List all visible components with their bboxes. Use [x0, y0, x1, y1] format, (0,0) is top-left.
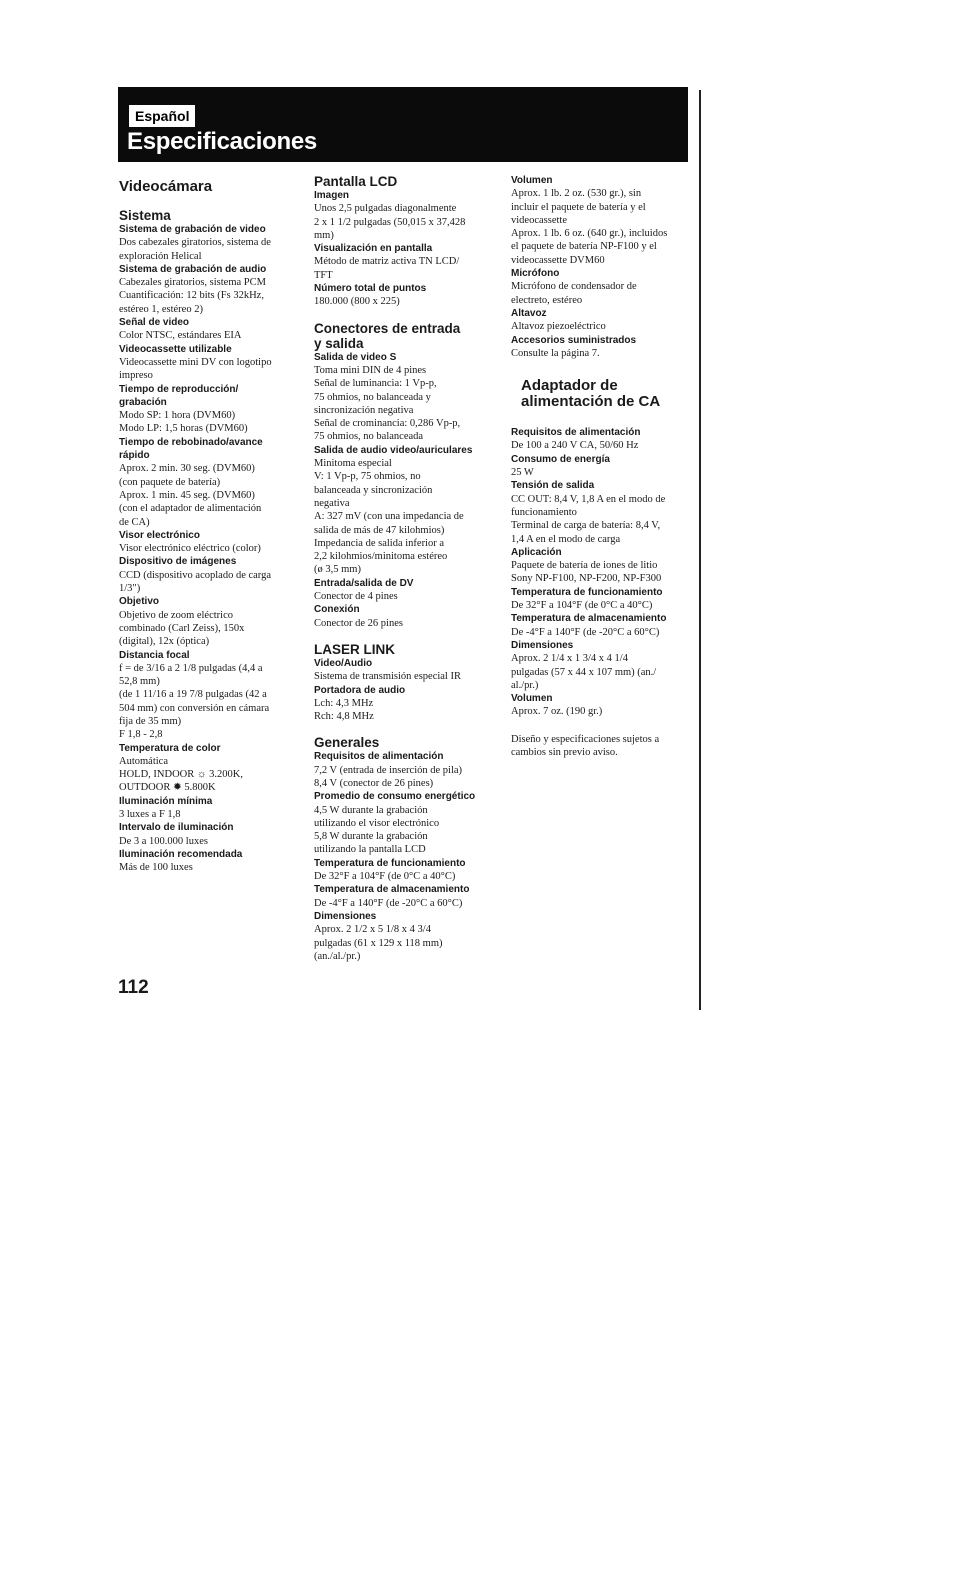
spec-value: Unos 2,5 pulgadas diagonalmente 2 x 1 1/2 pulgadas (50,015 x 37,428 mm) — [314, 203, 466, 241]
spec-value: Consulte la página 7. — [511, 347, 600, 359]
spec-item — [511, 267, 691, 307]
spec-item — [119, 821, 299, 848]
spec-item — [511, 334, 691, 361]
spec-label: Requisitos de alimentación — [511, 427, 641, 439]
spec-item — [314, 444, 494, 577]
spec-value: Videocassette mini DV con logotipo impreso — [119, 356, 272, 382]
spec-list-videocamara — [119, 223, 299, 875]
spec-list — [314, 657, 494, 723]
subsection-heading-sistema: Sistema — [119, 208, 171, 223]
spec-block — [314, 321, 494, 630]
spec-item — [119, 383, 299, 436]
spec-item — [119, 649, 299, 742]
spec-item — [511, 639, 691, 692]
spec-label: Promedio de consumo energético — [314, 791, 476, 803]
spec-item — [314, 790, 494, 856]
spec-label: Tensión de salida — [511, 480, 595, 492]
spec-item — [314, 577, 494, 604]
spec-value: Objetivo de zoom eléctrico combinado (Carl Zeiss), 150x (digital), 12x (óptica) — [119, 609, 245, 648]
page-edge-line — [699, 90, 701, 1010]
spec-value: De -4°F a 140°F (de -20°C a 60°C) — [314, 897, 463, 909]
spec-label: Intervalo de iluminación — [119, 822, 234, 834]
spec-value: Conector de 26 pines — [314, 617, 403, 629]
section-heading-adaptador: Adaptador de alimentación de CA — [521, 377, 661, 411]
spec-value: Minitoma especial V: 1 Vp-p, 75 ohmios, no balanceada y sincronización negativa A: 327 mV (con una impedancia de salida de más de 47 kilohmios) Impedancia de salida inferior a 2,2 kilohmios/minitoma estéreo (ø 3,5 mm) — [314, 458, 464, 576]
spec-item — [314, 684, 494, 724]
spec-label: Conexión — [314, 604, 360, 616]
spec-value: f = de 3/16 a 2 1/8 pulgadas (4,4 a 52,8 mm) (de 1 11/16 a 19 7/8 pulgadas (42 a 504 mm) con conversión en cámara fija de 35 mm) F 1,8 - 2,8 — [119, 662, 270, 741]
spec-label: Accesorios suministrados — [511, 334, 637, 346]
spec-value: Dos cabezales giratorios, sistema de exploración Helical — [119, 237, 271, 262]
spec-label: Consumo de energía — [511, 453, 610, 465]
spec-block — [314, 642, 494, 723]
disclaimer-note: Diseño y especificaciones sujetos a cambios sin previo aviso. — [511, 733, 660, 758]
spec-label: Volumen — [511, 175, 553, 186]
spec-value: Aprox. 7 oz. (190 gr.) — [511, 706, 603, 718]
spec-item — [314, 351, 494, 444]
spec-item — [119, 795, 299, 822]
spec-label: Dispositivo de imágenes — [119, 556, 237, 568]
spec-label: Temperatura de funcionamiento — [314, 857, 466, 869]
spec-value: De 32°F a 104°F (de 0°C a 40°C) — [511, 600, 653, 612]
spec-label: Sistema de grabación de audio — [119, 263, 267, 275]
page-number: 112 — [118, 977, 149, 998]
spec-value: De -4°F a 140°F (de -20°C a 60°C) — [511, 626, 660, 638]
spec-item — [511, 479, 691, 545]
spec-value: De 100 a 240 V CA, 50/60 Hz — [511, 440, 639, 452]
spec-value: De 32°F a 104°F (de 0°C a 40°C) — [314, 871, 456, 883]
spec-item — [314, 189, 494, 242]
spec-label: Tiempo de reproducción/ grabación — [119, 383, 239, 408]
spec-item — [511, 426, 691, 453]
column-3 — [511, 174, 691, 759]
spec-item — [314, 282, 494, 309]
spec-item — [511, 692, 691, 719]
spec-value: Altavoz piezoeléctrico — [511, 321, 606, 333]
spec-item — [511, 307, 691, 334]
spec-value: 4,5 W durante la grabación utilizando el visor electrónico 5,8 W durante la grabación utilizando la pantalla LCD — [314, 804, 440, 856]
spec-label: Dimensiones — [314, 910, 377, 922]
spec-value: Visor electrónico eléctrico (color) — [119, 543, 261, 555]
spec-label: Señal de video — [119, 317, 190, 329]
block-heading: Pantalla LCD — [314, 174, 398, 189]
spec-item — [119, 742, 299, 795]
spec-label: Objetivo — [119, 596, 160, 608]
spec-label: Volumen — [511, 693, 553, 705]
spec-block — [314, 735, 494, 963]
spec-item — [119, 343, 299, 383]
spec-item — [511, 546, 691, 586]
spec-list-adaptador — [511, 426, 691, 719]
language-tag: Español — [129, 105, 195, 127]
spec-value: CC OUT: 8,4 V, 1,8 A en el modo de funcionamiento Terminal de carga de batería: 8,4 V, 1,4 A en el modo de carga — [511, 493, 666, 545]
spec-label: Visualización en pantalla — [314, 243, 433, 255]
spec-block — [314, 174, 494, 309]
spec-label: Iluminación mínima — [119, 795, 213, 807]
spec-label: Temperatura de color — [119, 742, 221, 754]
spec-item — [119, 848, 299, 875]
spec-item — [119, 529, 299, 556]
header-banner — [118, 87, 688, 162]
spec-list — [314, 189, 494, 309]
spec-value: Lch: 4,3 MHz Rch: 4,8 MHz — [314, 697, 374, 723]
spec-item — [511, 453, 691, 480]
spec-value: Sistema de transmisión especial IR — [314, 671, 461, 683]
spec-item — [119, 316, 299, 343]
spec-item — [119, 595, 299, 648]
spec-value: 25 W — [511, 467, 534, 479]
page-title: Especificaciones — [127, 128, 317, 155]
block-heading: Conectores de entrada y salida — [314, 320, 461, 351]
spec-label: Requisitos de alimentación — [314, 751, 444, 763]
spec-item — [314, 242, 494, 282]
spec-label: Sistema de grabación de video — [119, 224, 266, 235]
spec-label: Dimensiones — [511, 639, 574, 651]
spec-label: Temperatura de almacenamiento — [511, 613, 667, 625]
spec-value: Modo SP: 1 hora (DVM60) Modo LP: 1,5 horas (DVM60) — [119, 410, 248, 435]
spec-value: CCD (dispositivo acoplado de carga 1/3") — [119, 569, 272, 595]
spec-value: Toma mini DIN de 4 pines Señal de luminancia: 1 Vp-p, 75 ohmios, no balanceada y sincronización negativa Señal de crominancia: 0,286 Vp-p, 75 ohmios, no balanceada — [314, 364, 461, 443]
spec-label: Temperatura de almacenamiento — [314, 884, 470, 896]
spec-value: 3 luxes a F 1,8 — [119, 809, 181, 821]
spec-label: Tiempo de rebobinado/avance rápido — [119, 436, 263, 462]
spec-value: Aprox. 1 lb. 2 oz. (530 gr.), sin incluir el paquete de batería y el videocassette Aprox. 1 lb. 6 oz. (640 gr.), incluidos el paquete de batería NP-F100 y el videocassette DVM60 — [511, 188, 668, 266]
spec-value: Aprox. 2 1/2 x 5 1/8 x 4 3/4 pulgadas (61 x 129 x 118 mm) (an./al./pr.) — [314, 924, 443, 962]
spec-item — [314, 910, 494, 963]
spec-label: Número total de puntos — [314, 283, 427, 295]
column-1 — [119, 174, 299, 875]
section-heading-videocamara: Videocámara — [119, 178, 213, 195]
column-2 — [314, 174, 494, 963]
block-heading: Generales — [314, 735, 380, 751]
spec-label: Iluminación recomendada — [119, 848, 243, 860]
spec-item — [314, 657, 494, 684]
spec-value: Cabezales giratorios, sistema PCM Cuantificación: 12 bits (Fs 32kHz, estéreo 1, estéreo 2) — [119, 277, 266, 315]
spec-item — [511, 586, 691, 613]
spec-value: De 3 a 100.000 luxes — [119, 835, 208, 847]
spec-value: Paquete de batería de iones de litio Sony NP-F100, NP-F200, NP-F300 — [511, 560, 662, 585]
spec-label: Temperatura de funcionamiento — [511, 586, 663, 598]
spec-item — [314, 883, 494, 910]
block-heading: LASER LINK — [314, 641, 395, 657]
spec-label: Salida de video S — [314, 351, 397, 363]
spec-item — [511, 174, 691, 267]
spec-value: Automática HOLD, INDOOR ☼ 3.200K, OUTDOOR ✹ 5.800K — [119, 755, 243, 794]
spec-label: Imagen — [314, 190, 350, 201]
spec-label: Entrada/salida de DV — [314, 577, 414, 589]
spec-value: Aprox. 2 1/4 x 1 3/4 x 4 1/4 pulgadas (57 x 44 x 107 mm) (an./ al./pr.) — [511, 653, 657, 691]
spec-label: Portadora de audio — [314, 684, 406, 696]
spec-item — [119, 223, 299, 263]
spec-value: Conector de 4 pines — [314, 591, 398, 603]
spec-value: Color NTSC, estándares EIA — [119, 330, 242, 342]
spec-label: Micrófono — [511, 268, 560, 280]
spec-value: Método de matriz activa TN LCD/ TFT — [314, 256, 460, 281]
spec-value: Más de 100 luxes — [119, 862, 193, 874]
spec-label: Videocassette utilizable — [119, 343, 232, 355]
spec-list-column-3-top — [511, 174, 691, 360]
spec-item — [314, 603, 494, 630]
spec-label: Video/Audio — [314, 657, 373, 669]
spec-value: 7,2 V (entrada de inserción de pila) 8,4 V (conector de 26 pines) — [314, 764, 463, 789]
spec-list — [314, 750, 494, 963]
spec-value: 180.000 (800 x 225) — [314, 296, 400, 308]
spec-list — [314, 351, 494, 630]
spec-label: Salida de audio video/auriculares — [314, 444, 473, 456]
spec-item — [314, 750, 494, 790]
spec-value: Micrófono de condensador de electreto, estéreo — [511, 281, 637, 306]
spec-label: Distancia focal — [119, 649, 190, 661]
spec-item — [119, 263, 299, 316]
spec-item — [314, 857, 494, 884]
spec-label: Aplicación — [511, 546, 562, 558]
spec-item — [119, 436, 299, 529]
spec-blocks-column-2 — [314, 174, 494, 963]
spec-value: Aprox. 2 min. 30 seg. (DVM60) (con paquete de batería) Aprox. 1 min. 45 seg. (DVM60) (con el adaptador de alimentación de CA) — [119, 463, 262, 528]
spec-item — [119, 555, 299, 595]
spec-label: Altavoz — [511, 307, 547, 319]
spec-item — [511, 612, 691, 639]
spec-label: Visor electrónico — [119, 529, 200, 541]
